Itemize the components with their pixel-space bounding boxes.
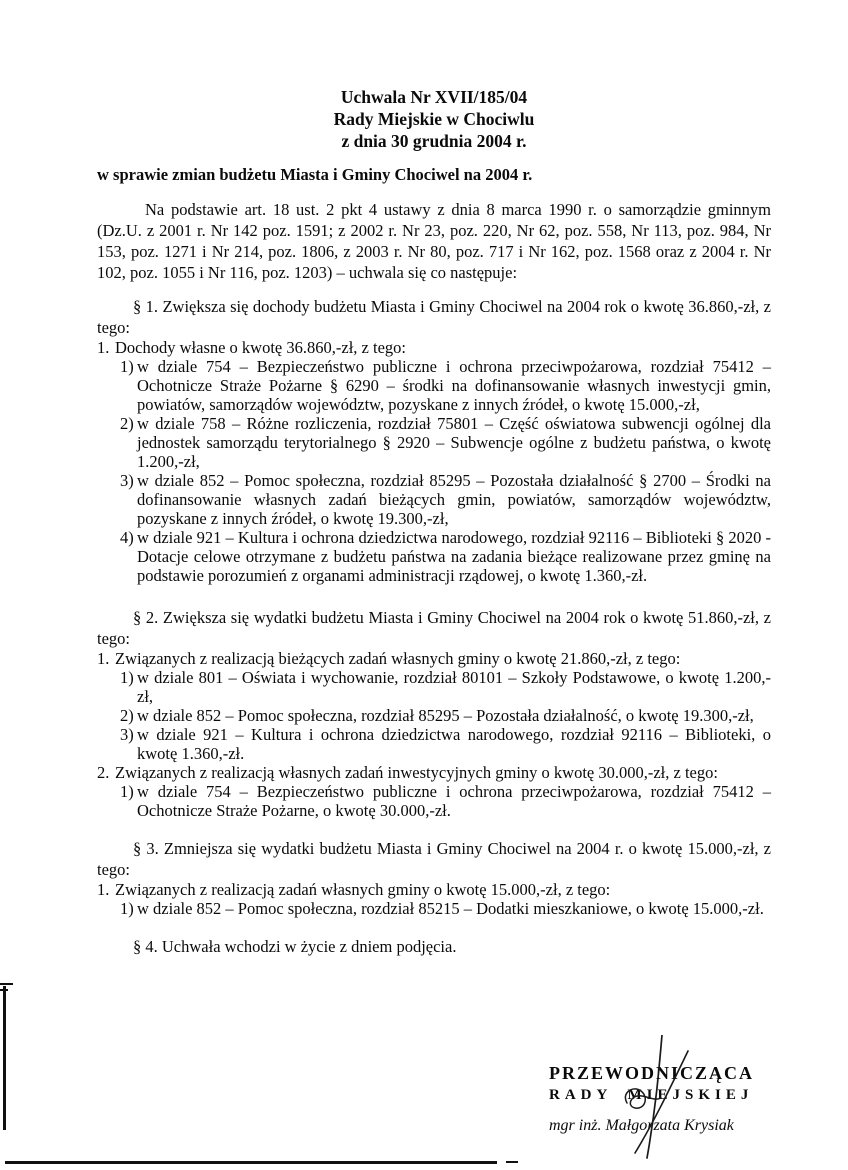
list-marker: 1.	[97, 880, 110, 899]
list-item	[120, 357, 771, 414]
list-marker: 2)	[120, 706, 134, 725]
resolution-date: z dnia 30 grudnia 2004 r.	[341, 131, 527, 151]
signatory-name: mgr inż. Małgorzata Krysiak	[549, 1117, 734, 1134]
section-2	[97, 607, 771, 820]
resolution-number: Uchwala Nr XVII/185/04	[340, 87, 528, 107]
list-marker: 1.	[97, 338, 110, 357]
council-name: Rady Miejskie w Chociwlu	[333, 109, 535, 129]
list-marker: 4)	[120, 528, 134, 547]
signature-role-line1: PRZEWODNICZĄCA	[549, 1063, 755, 1083]
list-marker: 1)	[120, 357, 134, 376]
list-text: w dziale 852 – Pomoc społeczna, rozdział 85295 – Pozostała działalność § 2700 – Środki na dofinansowanie własnych zadań bieżących gmin, powiatów, samorządów województw, pozyskane z innych źródeł, o kwotę 19.300,-zł,	[137, 471, 771, 528]
list-text: w dziale 754 – Bezpieczeństwo publiczne i ochrona przeciwpożarowa, rozdział 75412 – Ochotnicze Straże Pożarne § 6290 – środki na dofinansowanie własnych inwestycji gmin, powiatów, samorządów województw, pozyskane z innych źródeł, o kwotę 15.000,-zł,	[137, 357, 771, 414]
list-item	[97, 763, 771, 782]
section-3	[97, 838, 771, 918]
list-text: w dziale 852 – Pomoc społeczna, rozdział 85215 – Dodatki mieszkaniowe, o kwotę 15.000,-zł.	[137, 899, 764, 918]
list-text: w dziale 921 – Kultura i ochrona dziedzictwa narodowego, rozdział 92116 – Biblioteki, o kwotę 1.360,-zł.	[137, 725, 771, 763]
list-item	[120, 782, 771, 820]
list-text: Związanych z realizacją własnych zadań inwestycyjnych gminy o kwotę 30.000,-zł, z tego:	[115, 763, 718, 782]
list-item	[120, 471, 771, 528]
list-item	[120, 668, 771, 706]
section-4-intro: § 4. Uchwała wchodzi w życie z dniem podjęcia.	[133, 937, 457, 956]
signature-block	[549, 1063, 764, 1135]
signature-role-line2: RADY MIEJSKIEJ	[549, 1087, 754, 1103]
list-marker: 1)	[120, 782, 134, 801]
section-4	[97, 936, 771, 957]
list-marker: 1.	[97, 649, 110, 668]
legal-preamble: Na podstawie art. 18 ust. 2 pkt 4 ustawy z dnia 8 marca 1990 r. o samorządzie gminnym (Dz.U. z 2001 r. Nr 142 poz. 1591; z 2002 r. Nr 23, poz. 220, Nr 62, poz. 558, Nr 113, poz. 984, Nr 153, poz. 1271 i Nr 214, poz. 1806, z 2003 r. Nr 80, poz. 717 i Nr 162, poz. 1568 oraz z 2004 r. Nr 102, poz. 1055 i Nr 116, poz. 1203) – uchwala się co następuje:	[97, 200, 771, 282]
list-item	[120, 899, 771, 918]
list-item	[120, 725, 771, 763]
scan-artifact-bottom-line	[5, 1161, 497, 1164]
list-item	[97, 880, 771, 899]
document-header	[97, 86, 771, 152]
list-marker: 1)	[120, 899, 134, 918]
list-text: w dziale 852 – Pomoc społeczna, rozdział 85295 – Pozostała działalność, o kwotę 19.300,-zł,	[137, 706, 754, 725]
section-1-intro: § 1. Zwiększa się dochody budżetu Miasta i Gminy Chociwel na 2004 rok o kwotę 36.860,-zł, z tego:	[97, 297, 771, 337]
list-marker: 2.	[97, 763, 110, 782]
list-marker: 3)	[120, 725, 134, 744]
list-marker: 2)	[120, 414, 134, 433]
list-text: Dochody własne o kwotę 36.860,-zł, z tego:	[115, 338, 406, 357]
scan-artifact-left-tick	[0, 983, 13, 985]
list-text: w dziale 921 – Kultura i ochrona dziedzictwa narodowego, rozdział 92116 – Biblioteki § 2020 - Dotacje celowe otrzymane z budżetu państwa na zadania bieżące realizowane przez gminę na podstawie porozumień z organami administracji rządowej, o kwotę 1.360,-zł.	[137, 528, 771, 585]
scan-artifact-bottom-dash	[506, 1161, 518, 1163]
section-1	[97, 296, 771, 585]
list-text: Związanych z realizacją zadań własnych gminy o kwotę 15.000,-zł, z tego:	[115, 880, 611, 899]
document-body	[97, 86, 771, 957]
subject-line: w sprawie zmian budżetu Miasta i Gminy Chociwel na 2004 r.	[97, 165, 533, 184]
list-text: w dziale 754 – Bezpieczeństwo publiczne i ochrona przeciwpożarowa, rozdział 75412 – Ochotnicze Straże Pożarne, o kwotę 30.000,-zł.	[137, 782, 771, 820]
section-3-intro: § 3. Zmniejsza się wydatki budżetu Miasta i Gminy Chociwel na 2004 r. o kwotę 15.000,-zł, z tego:	[97, 839, 771, 879]
list-item	[120, 414, 771, 471]
list-marker: 1)	[120, 668, 134, 687]
list-item	[97, 649, 771, 668]
list-marker: 3)	[120, 471, 134, 490]
scan-artifact-left-edge-line	[3, 986, 6, 1130]
list-item	[120, 528, 771, 585]
list-item	[97, 338, 771, 357]
section-2-intro: § 2. Zwiększa się wydatki budżetu Miasta i Gminy Chociwel na 2004 rok o kwotę 51.860,-zł, z tego:	[97, 608, 771, 648]
list-text: Związanych z realizacją bieżących zadań własnych gminy o kwotę 21.860,-zł, z tego:	[115, 649, 681, 668]
list-text: w dziale 758 – Różne rozliczenia, rozdział 75801 – Część oświatowa subwencji ogólnej dla jednostek samorządu terytorialnego § 2920 – Subwencje ogólne z budżetu państwa, o kwotę 1.200,-zł,	[137, 414, 771, 471]
list-text: w dziale 801 – Oświata i wychowanie, rozdział 80101 – Szkoły Podstawowe, o kwotę 1.200,-zł,	[137, 668, 771, 706]
list-item	[120, 706, 771, 725]
